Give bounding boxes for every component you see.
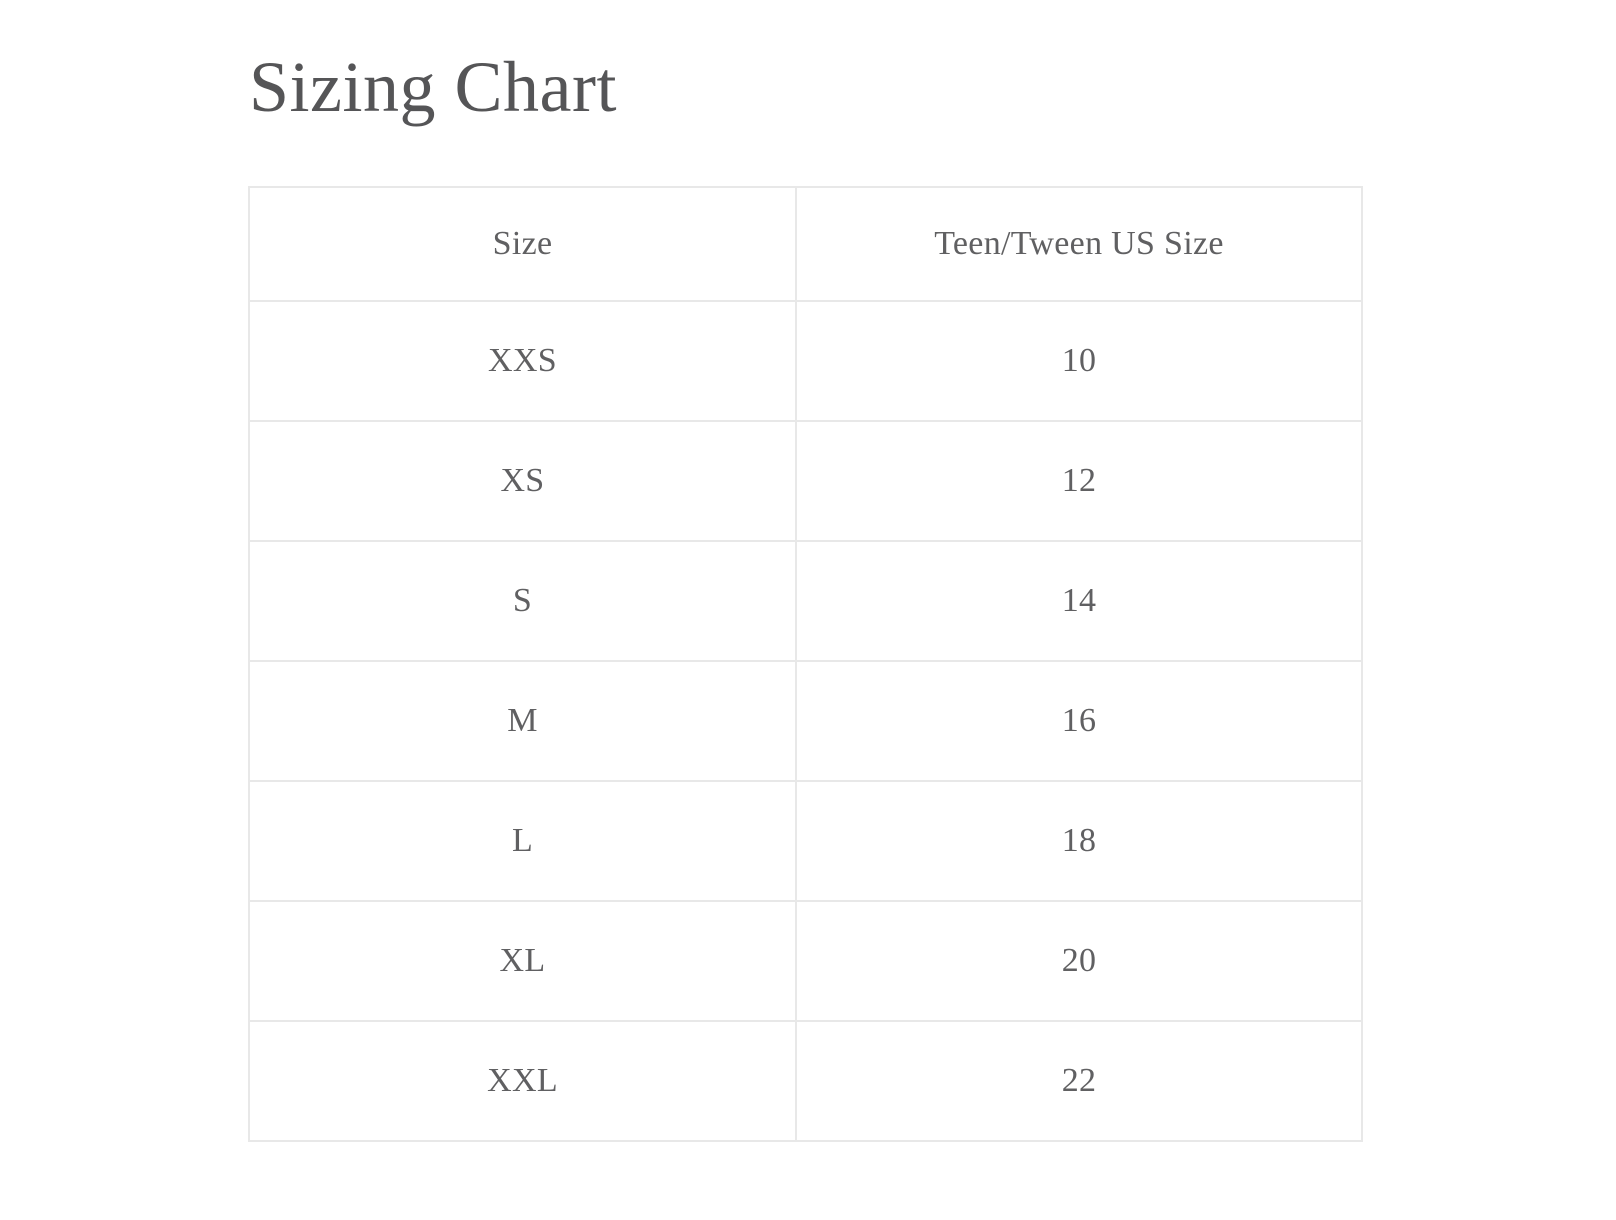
page-title: Sizing Chart (249, 47, 617, 127)
table-row (249, 421, 1362, 541)
column-header-teen-tween-us-size: Teen/Tween US Size (796, 187, 1362, 301)
us-size-cell: 10 (796, 301, 1362, 421)
column-header-size: Size (249, 187, 796, 301)
table-row (249, 901, 1362, 1021)
table-body (249, 301, 1362, 1141)
table-row (249, 1021, 1362, 1141)
us-size-cell: 12 (796, 421, 1362, 541)
size-cell: XXS (249, 301, 796, 421)
size-cell: S (249, 541, 796, 661)
header-row (249, 187, 1362, 301)
size-cell: XXL (249, 1021, 796, 1141)
us-size-cell: 20 (796, 901, 1362, 1021)
us-size-cell: 16 (796, 661, 1362, 781)
us-size-cell: 18 (796, 781, 1362, 901)
size-cell: L (249, 781, 796, 901)
table-row (249, 781, 1362, 901)
table-header (249, 187, 1362, 301)
us-size-cell: 22 (796, 1021, 1362, 1141)
table-row (249, 661, 1362, 781)
table-row (249, 301, 1362, 421)
table-row (249, 541, 1362, 661)
us-size-cell: 14 (796, 541, 1362, 661)
sizing-chart-table (248, 186, 1363, 1142)
size-cell: XS (249, 421, 796, 541)
size-cell: XL (249, 901, 796, 1021)
size-cell: M (249, 661, 796, 781)
